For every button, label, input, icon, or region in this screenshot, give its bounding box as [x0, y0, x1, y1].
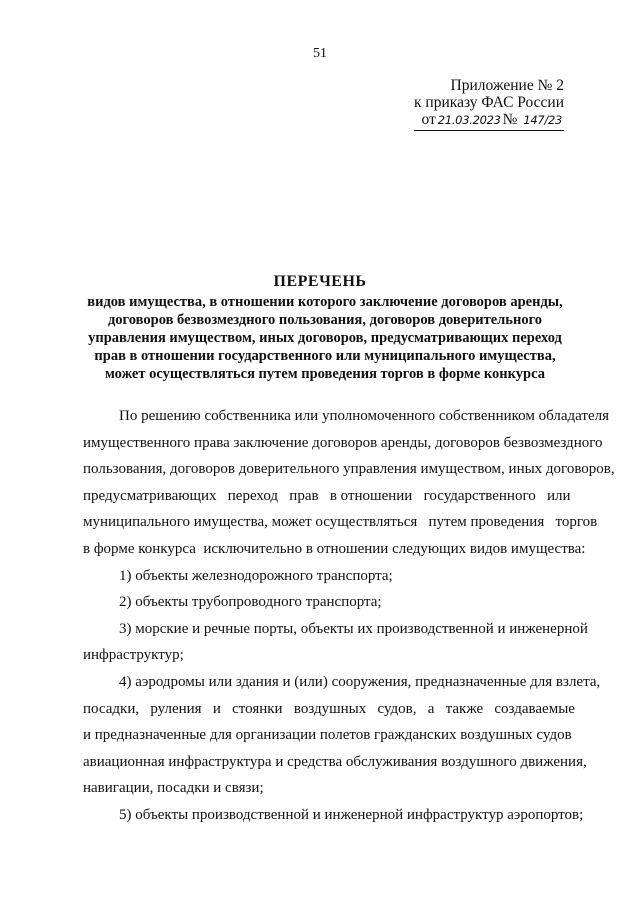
intro-line: пользования, договоров доверительного управления имуществом, иных договоров, — [83, 461, 615, 478]
list-item-3-line: 3) морские и речные порты, объекты их производственной и инженерной — [119, 620, 588, 637]
list-item-4-line: навигации, посадки и связи; — [83, 780, 264, 797]
list-item-2: 2) объекты трубопроводного транспорта; — [119, 594, 382, 611]
subtitle-line: может осуществляться путем проведения торгов в форме конкурса — [105, 366, 545, 382]
document-title: ПЕРЕЧЕНЬ — [273, 273, 367, 290]
annex-order-date-number — [414, 111, 564, 131]
intro-line: По решению собственника или уполномоченного собственником обладателя — [119, 408, 610, 424]
list-item-4-line: и предназначенные для организации полетов гражданских воздушных судов — [83, 727, 572, 744]
list-item-4-line: посадки, руления и стоянки воздушных судов, а также создаваемые — [83, 700, 575, 717]
list-item-1: 1) объекты железнодорожного транспорта; — [119, 567, 393, 584]
list-item-4-line: авиационная инфраструктура и средства обслуживания воздушного движения, — [83, 753, 587, 770]
number-prefix: № — [502, 111, 518, 128]
subtitle-line: прав в отношении государственного или муниципального имущества, — [94, 348, 556, 364]
list-item-4-line: 4) аэродромы или здания и (или) сооружения, предназначенные для взлета, — [119, 673, 601, 690]
order-number: 147/23 — [523, 113, 562, 127]
intro-line: имущественного права заключение договоров аренды, договоров безвозмездного — [83, 434, 603, 451]
subtitle-line: видов имущества, в отношении которого заключение договоров аренды, — [87, 294, 563, 310]
list-item-5: 5) объекты производственной и инженерной инфраструктур аэропортов; — [119, 806, 584, 823]
document-subtitle — [60, 293, 590, 383]
date-prefix: от — [421, 111, 436, 128]
subtitle-line: управления имуществом, иных договоров, предусматривающих переход — [88, 330, 562, 346]
annex-order-reference: к приказу ФАС России — [414, 94, 564, 111]
page-number: 51 — [313, 46, 327, 61]
intro-line: муниципального имущества, может осуществляться путем проведения торгов — [83, 514, 598, 531]
annex-block — [414, 77, 564, 131]
document-body — [83, 403, 615, 829]
intro-line: в форме конкурса исключительно в отношении следующих видов имущества: — [83, 540, 586, 557]
annex-title: Приложение № 2 — [450, 77, 564, 94]
list-item-3-line: инфраструктур; — [83, 647, 184, 664]
subtitle-line: договоров безвозмездного пользования, договоров доверительного — [107, 312, 543, 328]
intro-line: предусматривающих переход прав в отношении государственного или — [83, 487, 571, 504]
order-date: 21.03.2023 — [437, 113, 501, 127]
